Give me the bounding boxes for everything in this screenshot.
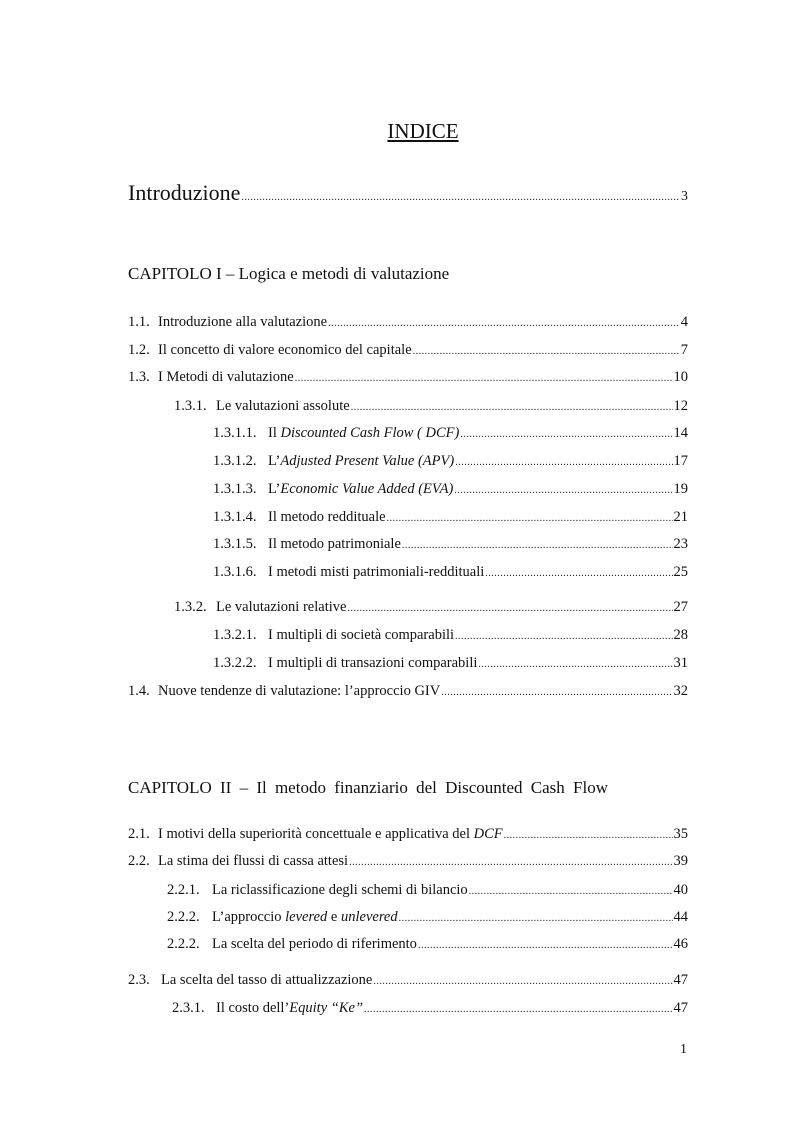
toc-entry-page: 39: [673, 853, 688, 869]
dot-leader: [460, 426, 672, 444]
page-number: 1: [680, 1042, 687, 1057]
toc-entry-page: 4: [680, 314, 688, 330]
dot-leader: [387, 510, 673, 528]
section-title: Il concetto di valore economico del capitale: [158, 342, 412, 358]
section-number: 1.3.1.6.: [213, 564, 257, 580]
toc-entry-page: 12: [673, 398, 688, 414]
section-title: La scelta del periodo di riferimento: [212, 936, 417, 952]
toc-entry-page: 35: [673, 826, 688, 842]
toc-entry-page: 19: [673, 481, 688, 497]
section-number: 2.1.: [128, 826, 150, 842]
section-title-italic: unlevered: [340, 909, 398, 925]
section-number: 2.2.: [128, 853, 150, 869]
section-number: 2.3.: [128, 972, 150, 988]
dot-leader: [485, 565, 672, 583]
toc-entry-1-4: [128, 682, 688, 700]
toc-entry-page: 7: [680, 342, 688, 358]
section-title: L’: [268, 453, 281, 469]
section-number: 1.3.1.4.: [213, 509, 257, 525]
section-title: Il metodo patrimoniale: [268, 536, 401, 552]
toc-entry-1-3-1-5: [213, 535, 688, 553]
toc-entry-1-1: [128, 313, 688, 331]
toc-entry-page: 14: [673, 425, 688, 441]
section-number: 1.3.1.2.: [213, 453, 257, 469]
section-title: Le valutazioni relative: [216, 599, 347, 615]
section-title: I metodi misti patrimoniali-reddituali: [268, 564, 485, 580]
section-number: 2.2.1.: [167, 882, 200, 898]
dot-leader: [469, 883, 673, 901]
section-title: Le valutazioni assolute: [216, 398, 350, 414]
dot-leader: [441, 684, 672, 702]
toc-entry-2-3-1: [172, 999, 688, 1017]
toc-entry-page: 28: [673, 627, 688, 643]
toc-entry-1-3-1-4: [213, 508, 688, 526]
dot-leader: [478, 656, 672, 674]
dot-leader: [402, 537, 673, 555]
toc-entry-page: 17: [673, 453, 688, 469]
toc-entry-1-3-1: [174, 397, 688, 415]
section-number: 2.3.1.: [172, 1000, 205, 1016]
section-number: 1.1.: [128, 314, 150, 330]
dot-leader: [295, 370, 673, 388]
chapter-1-heading: CAPITOLO I – Logica e metodi di valutazione: [128, 264, 450, 283]
section-number: 2.2.2.: [167, 936, 200, 952]
toc-entry-2-2: [128, 852, 688, 870]
section-title: Nuove tendenze di valutazione: l’approccio GIV: [158, 683, 441, 699]
section-number: 1.3.2.2.: [213, 655, 257, 671]
toc-entry-page: 47: [673, 972, 688, 988]
toc-entry-page: 23: [673, 536, 688, 552]
dot-leader: [347, 600, 672, 618]
dot-leader: [349, 854, 672, 872]
section-title-italic: Adjusted Present Value (APV): [280, 453, 455, 469]
dot-leader: [241, 192, 680, 203]
section-title: Introduzione alla valutazione: [158, 314, 328, 330]
toc-entry-1-3-1-2: [213, 452, 688, 470]
index-title: INDICE: [387, 119, 459, 143]
section-title: Il: [268, 425, 281, 441]
toc-entry-2-2-2: [167, 908, 688, 926]
section-title-italic: Discounted Cash Flow ( DCF): [280, 425, 460, 441]
toc-entry-page: 3: [681, 189, 688, 204]
toc-entry-1-3-1-6: [213, 563, 688, 581]
section-title: e: [327, 909, 341, 925]
dot-leader: [418, 937, 673, 955]
dot-leader: [351, 399, 673, 417]
toc-entry-page: 40: [673, 882, 688, 898]
section-title: I Metodi di valutazione: [158, 369, 294, 385]
chapter-2-heading: CAPITOLO II – Il metodo finanziario del Discounted Cash Flow: [128, 778, 608, 797]
section-title-italic: levered: [285, 909, 328, 925]
section-title: I multipli di transazioni comparabili: [268, 655, 478, 671]
dot-leader: [413, 343, 680, 361]
section-title: I motivi della superiorità concettuale e applicativa del: [158, 826, 474, 842]
toc-entry-page: 10: [673, 369, 688, 385]
toc-entry-page: 44: [673, 909, 688, 925]
section-title-italic: Equity “Ke”: [289, 1000, 364, 1016]
toc-entry-page: 27: [673, 599, 688, 615]
toc-entry-1-3-1-1: [213, 424, 688, 442]
dot-leader: [373, 973, 672, 991]
section-title: Il metodo reddituale: [268, 509, 386, 525]
section-title-italic: DCF: [473, 826, 503, 842]
section-number: 1.2.: [128, 342, 150, 358]
dot-leader: [455, 454, 672, 472]
dot-leader: [364, 1001, 672, 1019]
dot-leader: [454, 482, 672, 500]
toc-entry-2-2-2b: [167, 935, 688, 953]
toc-entry-1-3: [128, 368, 688, 386]
toc-entry-2-3: [128, 971, 688, 989]
dot-leader: [399, 910, 673, 928]
toc-entry-label: Introduzione: [128, 180, 241, 205]
section-title: L’: [268, 481, 281, 497]
toc-entry-page: 21: [673, 509, 688, 525]
toc-entry-introduzione: [128, 180, 688, 206]
section-number: 1.3.1.5.: [213, 536, 257, 552]
section-number: 1.3.1.: [174, 398, 207, 414]
toc-entry-1-2: [128, 341, 688, 359]
toc-entry-2-2-1: [167, 881, 688, 899]
section-title: L’approccio: [212, 909, 286, 925]
dot-leader: [455, 628, 672, 646]
toc-entry-page: 47: [673, 1000, 688, 1016]
section-number: 2.2.2.: [167, 909, 200, 925]
toc-entry-2-1: [128, 825, 688, 843]
section-title: I multipli di società comparabili: [268, 627, 455, 643]
toc-entry-page: 32: [673, 683, 688, 699]
section-title-italic: Economic Value Added (EVA): [280, 481, 454, 497]
section-title: Il costo dell’: [216, 1000, 290, 1016]
section-number: 1.3.1.1.: [213, 425, 257, 441]
section-title: La scelta del tasso di attualizzazione: [161, 972, 373, 988]
toc-entry-page: 46: [673, 936, 688, 952]
section-number: 1.3.1.3.: [213, 481, 257, 497]
toc-entry-1-3-1-3: [213, 480, 688, 498]
toc-entry-1-3-2-2: [213, 654, 688, 672]
section-number: 1.3.: [128, 369, 150, 385]
dot-leader: [504, 827, 673, 845]
section-number: 1.3.2.: [174, 599, 207, 615]
dot-leader: [328, 315, 680, 333]
section-title: La stima dei flussi di cassa attesi: [158, 853, 349, 869]
toc-entry-1-3-2-1: [213, 626, 688, 644]
section-title: La riclassificazione degli schemi di bilancio: [212, 882, 468, 898]
section-number: 1.4.: [128, 683, 150, 699]
toc-entry-page: 31: [673, 655, 688, 671]
toc-entry-page: 25: [673, 564, 688, 580]
toc-entry-1-3-2: [174, 598, 688, 616]
section-number: 1.3.2.1.: [213, 627, 257, 643]
